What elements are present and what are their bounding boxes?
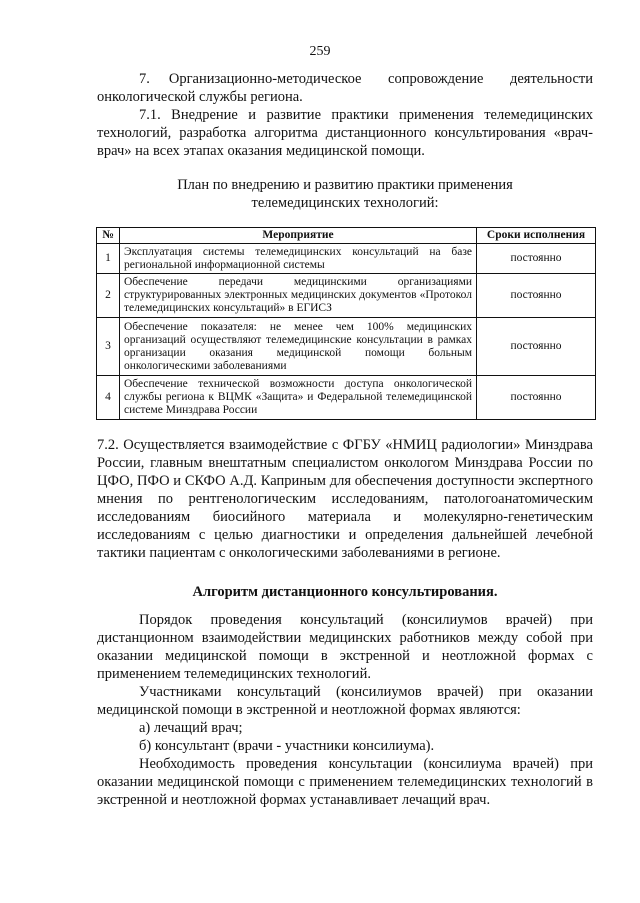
plan-title-line-1: План по внедрению и развитию практики применения — [177, 177, 513, 193]
paragraph-necessity: Необходимость проведения консультации (консилиума врачей) при оказании медицинской помощи с применением телемедицинских технологий в экстренной и неотложной формах устанавливает лечащий врач. — [97, 756, 593, 808]
algorithm-title: Алгоритм дистанционного консультирования. — [192, 584, 498, 600]
row-activity: Обеспечение передачи медицинскими организациями структурированных электронных медицинских документов «Протокол телемедицинских консультаций» в ЕГИСЗ — [120, 274, 477, 318]
table-row — [97, 376, 596, 420]
header-activity: Мероприятие — [120, 228, 477, 244]
row-number: 2 — [97, 274, 120, 318]
table-row — [97, 274, 596, 318]
list-item-a: а) лечащий врач; — [139, 720, 243, 736]
row-activity: Обеспечение показателя: не менее чем 100% медицинских организаций осуществляют телемедицинские консультации в рамках организации оказания медицинской помощи больным онкологическими заболеваниями — [120, 318, 477, 376]
row-activity: Обеспечение технической возможности доступа онкологической службы региона к ВЦМК «Защита» и Федеральной телемедицинской системе Минздрава России — [120, 376, 477, 420]
paragraph-7-1: 7.1. Внедрение и развитие практики применения телемедицинских технологий, разработка алгоритма дистанционного консультирования «врач-врач» на всех этапах оказания медицинской помощи. — [97, 107, 593, 159]
row-deadline: постоянно — [477, 376, 596, 420]
plan-title-line-2: телемедицинских технологий: — [251, 195, 439, 211]
row-deadline: постоянно — [477, 274, 596, 318]
row-number: 4 — [97, 376, 120, 420]
row-deadline: постоянно — [477, 244, 596, 274]
table-row — [97, 244, 596, 274]
row-deadline: постоянно — [477, 318, 596, 376]
paragraph-7: 7. Организационно-методическое сопровождение деятельности онкологической службы региона. — [97, 71, 593, 105]
table-row — [97, 318, 596, 376]
header-deadline: Сроки исполнения — [477, 228, 596, 244]
page-number: 259 — [309, 44, 331, 59]
header-number: № — [97, 228, 120, 244]
plan-title — [97, 176, 593, 212]
table-header-row — [97, 228, 596, 244]
row-number: 1 — [97, 244, 120, 274]
list-item-b: б) консультант (врачи - участники консилиума). — [139, 738, 435, 754]
paragraph-7-2: 7.2. Осуществляется взаимодействие с ФГБУ «НМИЦ радиологии» Минздрава России, главным внештатным специалистом онкологом Минздрава России по ЦФО, ПФО и СКФО А.Д. Каприным для обеспечения доступности экспертного мнения по рентгенологическим исследованиям, патологоанатомическим исследованиям биосийного материала и молекулярно-генетическим исследованиям с целью диагностики и определения дальнейшей лечебной тактики пациентам с онкологическими заболеваниями в регионе. — [97, 437, 593, 561]
paragraph-participants: Участниками консультаций (консилиумов врачей) при оказании медицинской помощи в экстренной и неотложной формах являются: — [97, 684, 593, 718]
row-activity: Эксплуатация системы телемедицинских консультаций на базе региональной информационной системы — [120, 244, 477, 274]
paragraph-order: Порядок проведения консультаций (консилиумов врачей) при дистанционном взаимодействии медицинских работников между собой при оказании медицинской помощи в экстренной и неотложной формах с применением телемедицинских технологий. — [97, 612, 593, 682]
row-number: 3 — [97, 318, 120, 376]
plan-table — [96, 227, 596, 420]
